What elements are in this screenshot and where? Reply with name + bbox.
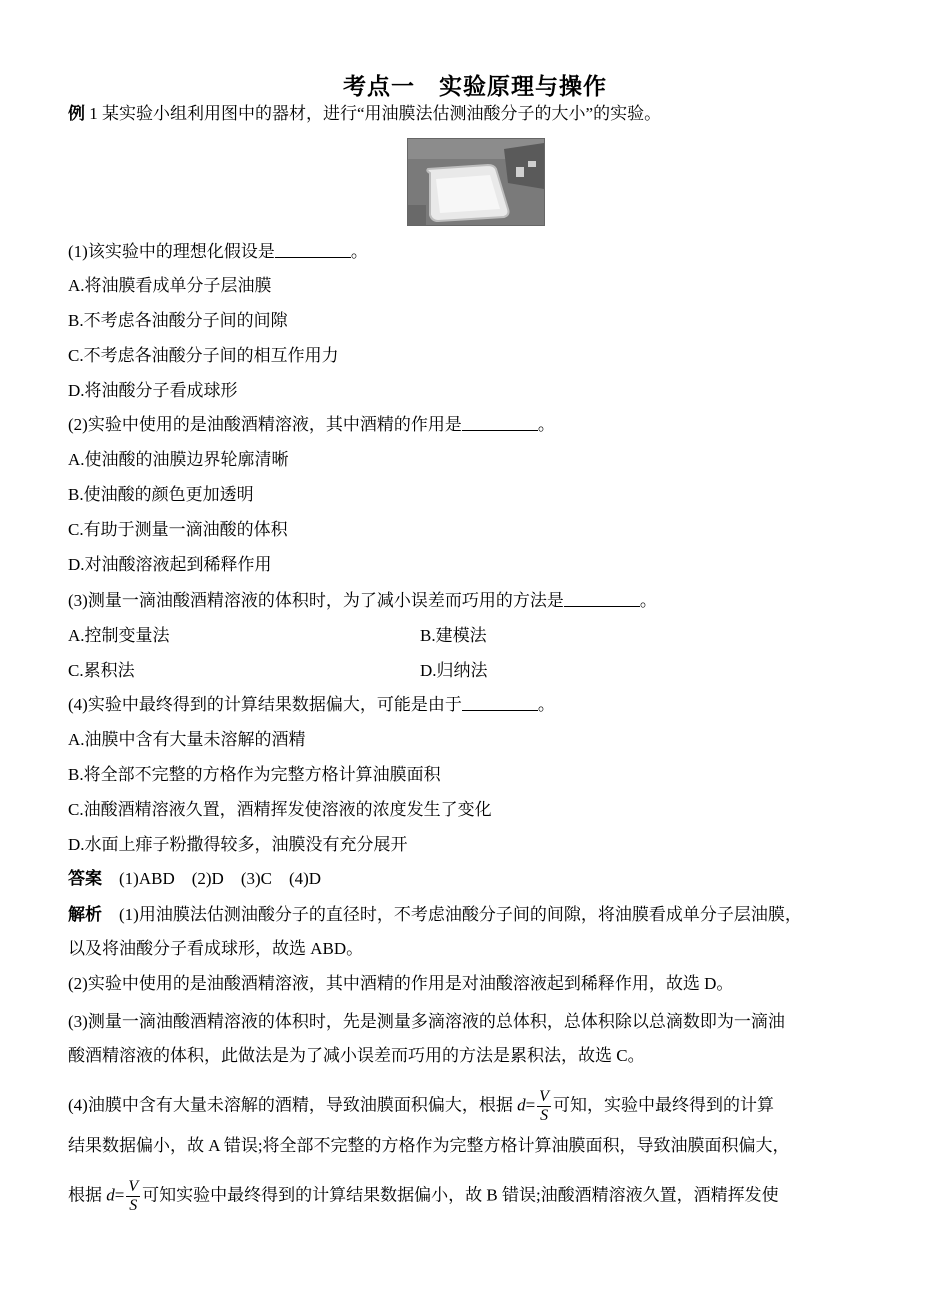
q2-stem-text: (2)实验中使用的是油酸酒精溶液，其中酒精的作用是 [68,415,462,434]
q2-option-d: D.对油酸溶液起到稀释作用 [68,555,272,574]
formula-lhs: d [517,1095,526,1115]
answer-label: 答案 [68,869,102,888]
analysis-p4-text1a: (4)油膜中含有大量未溶解的酒精，导致油膜面积偏大，根据 [68,1095,518,1115]
tray-photo-icon [408,139,544,225]
q1-stem-text: (1)该实验中的理想化假设是 [68,242,275,261]
q3-stem-text: (3)测量一滴油酸酒精溶液的体积时，为了减小误差而巧用的方法是 [68,591,564,610]
q2-option-b: B.使油酸的颜色更加透明 [68,485,254,504]
formula-denominator: S [540,1107,549,1124]
q3-option-b: B.建模法 [420,626,487,645]
example-text: 1 某实验小组利用图中的器材，进行“用油膜法估测油酸分子的大小”的实验。 [85,104,662,123]
formula-lhs-2: d [106,1185,115,1205]
q2-answer-blank [462,414,538,431]
analysis-p3-line1: (3)测量一滴油酸酒精溶液的体积时，先是测量多滴溶液的总体积，总体积除以总滴数即为一滴油 [68,1012,785,1031]
apparatus-photo [407,138,545,226]
analysis-p4-text3a: 根据 [68,1185,107,1205]
q3-option-a: A.控制变量法 [68,626,170,645]
q3-option-c: C.累积法 [68,661,135,680]
q4-option-a: A.油膜中含有大量未溶解的酒精 [68,730,306,749]
formula-numerator-2: V [128,1178,139,1195]
q2-option-c: C.有助于测量一滴油酸的体积 [68,520,288,539]
q4-stem-end: 。 [537,695,555,714]
q3-option-d: D.归纳法 [420,661,488,680]
q4-option-c: C.油酸酒精溶液久置，酒精挥发使溶液的浓度发生了变化 [68,800,492,819]
q4-stem-text: (4)实验中最终得到的计算结果数据偏大，可能是由于 [68,695,462,714]
formula-fraction-2 [126,1178,140,1215]
formula-eq: = [525,1095,536,1115]
q3-stem [68,589,657,613]
analysis-label: 解析 [68,905,102,924]
q2-stem-end: 。 [537,415,555,434]
q4-option-b: B.将全部不完整的方格作为完整方格计算油膜面积 [68,765,441,784]
q1-stem [68,240,368,264]
q1-option-c: C.不考虑各油酸分子间的相互作用力 [68,346,339,365]
formula-denominator-2: S [129,1197,138,1214]
analysis-p4-text1b: 可知，实验中最终得到的计算 [552,1095,774,1115]
q1-stem-end: 。 [350,242,368,261]
analysis-p3-line2: 酸酒精溶液的体积，此做法是为了减小误差而巧用的方法是累积法，故选 C。 [68,1046,645,1065]
example-label: 例 [68,104,85,123]
q4-stem [68,693,555,717]
q2-stem [68,413,555,437]
formula-fraction [537,1088,551,1125]
answer-text: (1)ABD (2)D (3)C (4)D [102,869,322,888]
analysis-p4-line1 [68,1088,774,1125]
answer-line [68,867,321,891]
analysis-p4-text3b: 可知实验中最终得到的计算结果数据偏小，故 B 错误;油酸酒精溶液久置，酒精挥发使 [142,1185,779,1205]
example-stem [68,102,661,126]
q2-option-a: A.使油酸的油膜边界轮廓清晰 [68,450,289,469]
q4-answer-blank [462,694,538,711]
analysis-p2: (2)实验中使用的是油酸酒精溶液，其中酒精的作用是对油酸溶液起到稀释作用，故选 D。 [68,974,734,993]
formula-eq-2: = [114,1185,125,1205]
section-title: 考点一 实验原理与操作 [343,74,607,99]
formula-numerator: V [539,1088,549,1105]
q1-option-a: A.将油膜看成单分子层油膜 [68,276,272,295]
q1-option-d: D.将油酸分子看成球形 [68,381,238,400]
analysis-p1-line1 [68,903,802,927]
analysis-p4-line3 [68,1178,779,1215]
q4-option-d: D.水面上痱子粉撒得较多，油膜没有充分展开 [68,835,408,854]
analysis-p1-text1: (1)用油膜法估测油酸分子的直径时，不考虑油酸分子间的间隙，将油膜看成单分子层油膜， [102,905,802,924]
q3-answer-blank [564,590,640,607]
analysis-p4-line2: 结果数据偏小，故 A 错误;将全部不完整的方格作为完整方格计算油膜面积，导致油膜面积偏大， [68,1136,790,1155]
analysis-p1-line2: 以及将油酸分子看成球形，故选 ABD。 [68,939,364,958]
q1-option-b: B.不考虑各油酸分子间的间隙 [68,311,288,330]
q3-stem-end: 。 [639,591,657,610]
q1-answer-blank [275,241,351,258]
